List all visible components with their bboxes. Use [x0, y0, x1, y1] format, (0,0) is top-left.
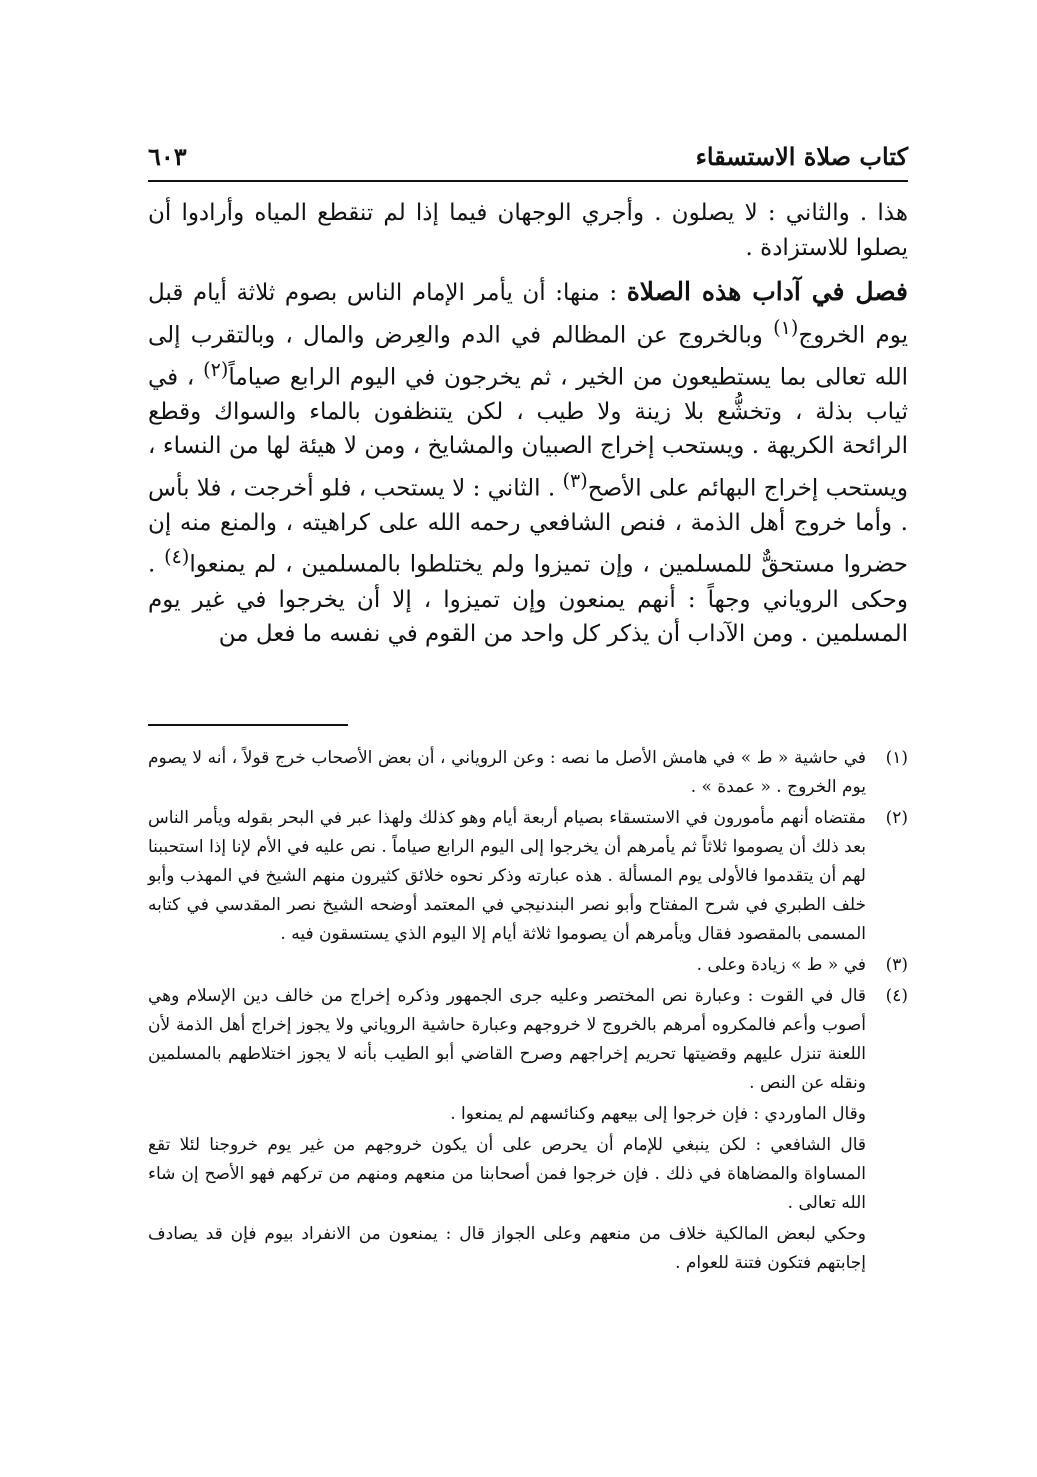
footnote-ref-1[interactable]: (١) [773, 315, 799, 339]
footnote-text-continued: قال الشافعي : لكن ينبغي للإمام أن يحرص على أن يكون خروجهم من غير يوم خروجنا لئلا تقع المساواة والمضاهاة في ذلك . فإن خرجوا فمن أصحابنا من منعهم ومنهم من تركهم فهو الأصح إن شاء الله تعالى . [148, 1135, 866, 1213]
paragraph-2 [148, 275, 908, 652]
running-header [148, 142, 908, 176]
footnote-1 [148, 744, 908, 802]
footnote-text-continued: وحكي لبعض المالكية خلاف من منعهم وعلى الجواز قال : يمنعون من الانفراد بيوم فإن قد يصادف إجابتهم فتكون فتنة للعوام . [148, 1224, 866, 1273]
footnote-ref-2[interactable]: (٢) [203, 357, 229, 381]
section-heading: فصل في آداب هذه الصلاة [626, 277, 908, 306]
footnote-text: في حاشية « ط » في هامش الأصل ما نصه : وعن الروياني ، أن بعض الأصحاب خرج قولاً ، أنه لا يصوم يوم الخروج . « عمدة » . [148, 748, 866, 797]
footnote-3 [148, 951, 908, 980]
paragraph-1: هذا . والثاني : لا يصلون . وأجري الوجهان فيما إذا لم تنقطع المياه وأرادوا أن يصلوا للاستزادة . [148, 200, 908, 261]
footnote-4 [148, 982, 908, 1278]
footnote-number: (٤) [885, 986, 908, 1006]
book-page [148, 0, 908, 1477]
paragraph-2-part-d: . الثاني : لا يستحب ، فلو أخرجت ، فلا بأس . وأما خروج أهل الذمة ، فنص الشافعي رحمه الله على كراهيته ، والمنع منه إن حضروا مستحقٌّ للمسلمين ، وإن تميزوا ولم يختلطوا بالمسلمين ، لم يمنعوا [148, 475, 908, 579]
footnote-number: (٣) [885, 955, 908, 975]
footnote-text: قال في القوت : وعبارة نص المختصر وعليه جرى الجمهور وذكره إخراج من خالف دين الإسلام وهي أصوب وأعم فالمكروه أمرهم بالخروج لا خروجهم وعبارة حاشية الروياني ولا يجوز إخراج أهل الذمة لأن اللعنة تنزل عليهم وقضيتها تحريم إخراجهم وصرح القاضي أبو الطيب بأنه لا يجوز اختلاطهم بالمسلمين ونقله عن النص . [148, 986, 866, 1093]
footnote-ref-3[interactable]: (٣) [562, 468, 588, 492]
paragraph-2-part-b: وبالخروج عن المظالم في الدم والعِرض والمال ، وبالتقرب إلى الله تعالى بما يستطيعون من الخير ، ثم يخرجون في اليوم الرابع صياماً [148, 322, 908, 391]
paragraph-2-part-a: : منها: أن يأمر الإمام الناس بصوم ثلاثة أيام قبل يوم الخروج [148, 280, 908, 349]
footnote-number: (٢) [885, 808, 908, 828]
chapter-title: كتاب صلاة الاستسقاء [695, 142, 908, 171]
footnote-text: في « ط » زيادة وعلى . [696, 955, 866, 975]
main-text [148, 196, 908, 652]
page-number: ٦٠٣ [148, 142, 187, 171]
footnote-text: مقتضاه أنهم مأمورون في الاستسقاء بصيام أربعة أيام وهو كذلك ولهذا عبر في البحر بقوله ويأمر الناس بعد ذلك أن يصوموا ثلاثاً ثم يأمرهم أن يخرجوا إلى اليوم الرابع صياماً . نص عليه في الأم لإنا إذا استحببنا لهم أن يتقدموا فالأولى يوم المسألة . هذه عبارته وذكر نحوه خلائق كثيرون منهم الشيخ في المهذب وأبو خلف الطبري في شرح المفتاح وأبو نصر البندنيجي في المعتمد أوضحه الشيخ نصر المقدسي في كتابه المسمى بالمقصود فقال ويأمرهم أن يصوموا ثلاثة أيام إلا اليوم الذي يستسقون فيه . [148, 808, 866, 944]
footnotes [148, 744, 908, 1280]
paragraph-2-part-c: ، في ثياب بذلة ، وتخشُّع بلا زينة ولا طيب ، لكن يتنظفون بالماء والسواك وقطع الرائحة الكريهة . ويستحب إخراج الصبيان والمشايخ ، ومن لا هيئة لها من النساء ، ويستحب إخراج البهائم على الأصح [148, 364, 908, 502]
footnote-divider [148, 724, 348, 726]
footnote-ref-4[interactable]: (٤) [164, 545, 190, 569]
header-divider [148, 180, 908, 182]
paragraph-2-part-e: . وحكى الروياني وجهاً : أنهم يمنعون وإن تميزوا ، إلا أن يخرجوا في غير يوم المسلمين . ومن الآداب أن يذكر كل واحد من القوم في نفسه ما فعل من [148, 552, 908, 648]
footnote-number: (١) [885, 748, 908, 768]
footnote-text-continued: وقال الماوردي : فإن خرجوا إلى بيعهم وكنائسهم لم يمنعوا . [450, 1104, 866, 1124]
footnote-2 [148, 804, 908, 949]
